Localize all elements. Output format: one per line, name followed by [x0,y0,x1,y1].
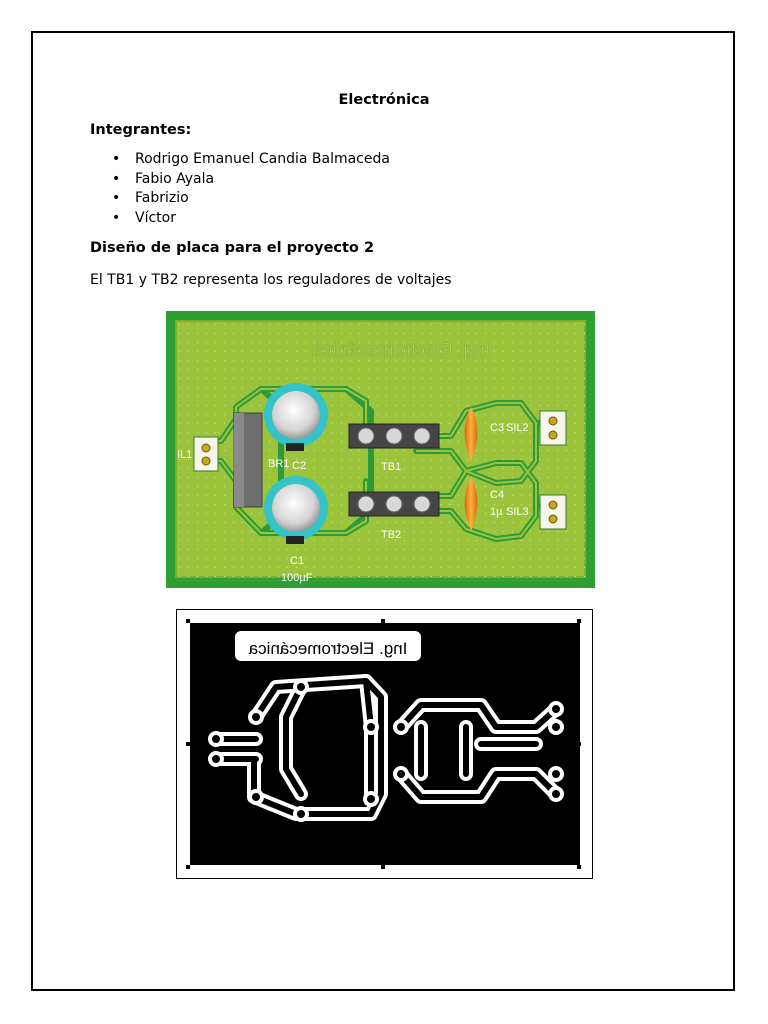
svg-text:C3: C3 [490,422,505,434]
svg-text:C1: C1 [290,555,305,567]
svg-text:Ing. Electromecánica: Ing. Electromecánica [312,340,490,361]
design-heading: Diseño de placa para el proyecto 2 [90,240,375,256]
svg-text:BR1: BR1 [268,458,290,470]
members-heading: Integrantes: [90,122,192,138]
members-list [90,150,390,228]
svg-text:C4: C4 [490,489,505,501]
pcb-layout-mask [176,609,593,879]
svg-text:Ing. Electromecánica: Ing. Electromecánica [248,639,408,658]
svg-text:C2: C2 [292,460,307,472]
svg-text:IL1: IL1 [177,449,193,461]
svg-text:TB2: TB2 [381,529,402,541]
svg-text:1µ: 1µ [490,506,503,518]
layout-board-text-mirrored [248,639,407,658]
list-item: • Fabrizio [90,189,390,209]
list-item: • Rodrigo Emanuel Candia Balmaceda [90,150,390,170]
svg-text:SIL2: SIL2 [506,422,529,434]
svg-text:100µF: 100µF [281,572,313,584]
document-title: Electrónica [338,92,430,108]
list-item: • Fabio Ayala [90,170,390,190]
description-paragraph: El TB1 y TB2 representa los reguladores de voltajes [90,272,452,288]
pcb-3d-render [166,311,595,588]
board-text-mirrored [312,340,490,361]
svg-text:TB1: TB1 [381,461,402,473]
svg-text:SIL3: SIL3 [506,506,529,518]
list-item: • Víctor [90,209,390,229]
